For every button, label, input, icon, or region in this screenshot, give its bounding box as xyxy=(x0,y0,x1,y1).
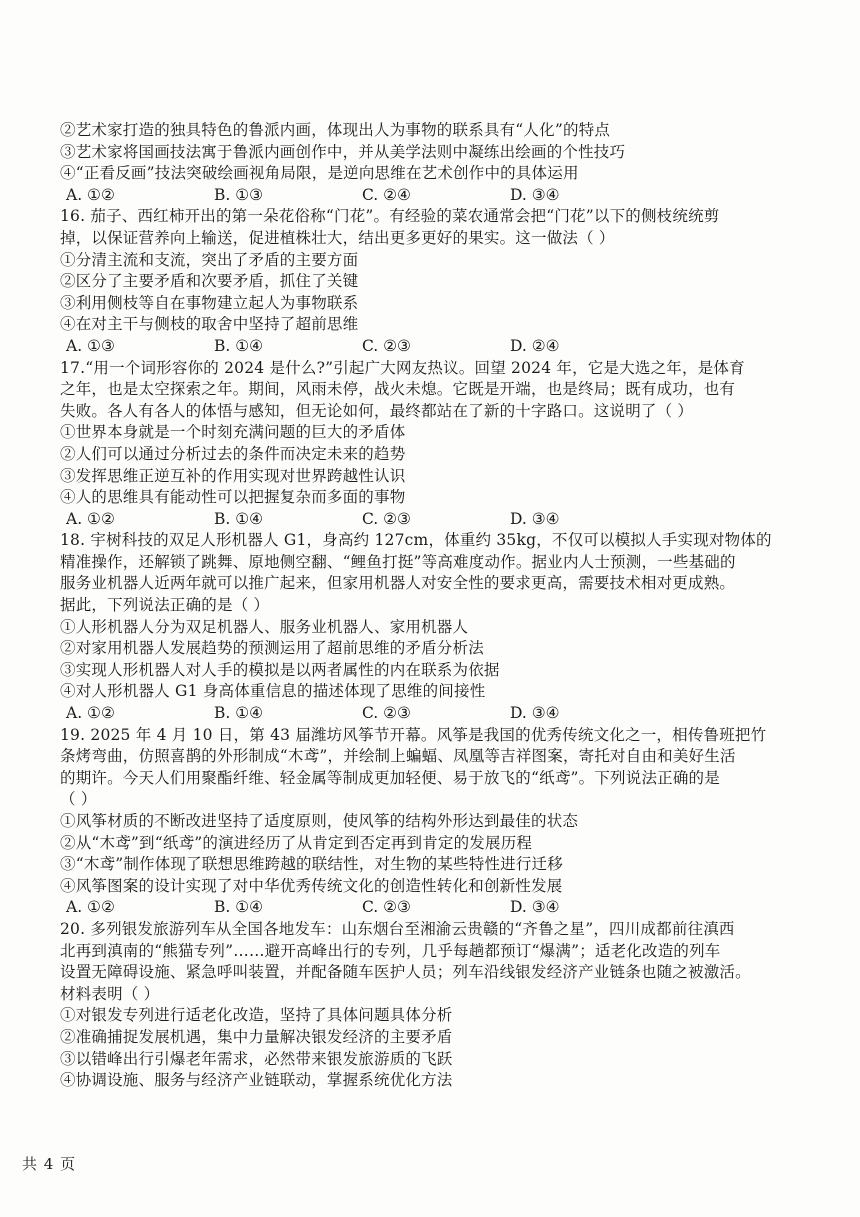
statement-1: ①世界本身就是一个时刻充满问题的巨大的矛盾体 xyxy=(60,423,406,442)
statement-2: ②对家用机器人发展趋势的预测运用了超前思维的矛盾分析法 xyxy=(60,639,484,658)
answer-options xyxy=(60,185,830,207)
statement-4: ④“正看反画”技法突破绘画视角局限，是逆向思维在艺术创作中的具体运用 xyxy=(60,164,579,183)
statement-4: ④对人形机器人 G1 身高体重信息的描述体现了思维的间接性 xyxy=(60,682,486,701)
option-a[interactable]: A. ①② xyxy=(66,509,115,528)
statement-2: ②人们可以通过分析过去的条件而决定未来的趋势 xyxy=(60,444,406,463)
question-stem-line: 条烤弯曲，仿照喜鹊的外形制成“木鸢”，并绘制上蝙蝠、凤凰等吉祥图案，寄托对自由和美好生活 xyxy=(60,747,736,766)
option-c[interactable]: C. ②③ xyxy=(362,509,411,528)
option-b[interactable]: B. ①③ xyxy=(214,185,264,204)
answer-options xyxy=(60,509,830,531)
option-b[interactable]: B. ①④ xyxy=(214,898,264,917)
option-d[interactable]: D. ③④ xyxy=(510,704,560,723)
option-d[interactable]: D. ②④ xyxy=(510,336,560,355)
statement-3: ③发挥思维正逆互补的作用实现对世界跨越性认识 xyxy=(60,466,406,485)
statement-3: ③实现人形机器人对人手的模拟是以两者属性的内在联系为依据 xyxy=(60,660,500,679)
question-stem-line: 据此，下列说法正确的是（ ） xyxy=(60,596,270,615)
option-a[interactable]: A. ①③ xyxy=(66,336,115,355)
question-stem-line: 16. 茄子、西红柿开出的第一朵花俗称“门花”。有经验的菜农通常会把“门花”以下的侧枝统统剪 xyxy=(60,207,720,226)
statement-1: ①分清主流和支流，突出了矛盾的主要方面 xyxy=(60,250,359,269)
question-stem-line: 的期许。今天人们用聚酯纤维、轻金属等制成更加轻便、易于放飞的“纸鸢”。下列说法正确的是 xyxy=(60,768,720,787)
question-stem-line: 18. 宇树科技的双足人形机器人 G1，身高约 127cm，体重约 35kg，不仅可以模拟人手实现对物体的 xyxy=(60,531,772,550)
question-stem-line: 20. 多列银发旅游列车从全国各地发车：山东烟台至湘渝云贵赣的“齐鲁之星”，四川成都前往滇西 xyxy=(60,919,735,938)
option-a[interactable]: A. ①② xyxy=(66,185,115,204)
statement-3: ③艺术家将国画技法寓于鲁派内画创作中，并从美学法则中凝练出绘画的个性技巧 xyxy=(60,142,626,161)
statement-1: ①人形机器人分为双足机器人、服务业机器人、家用机器人 xyxy=(60,617,469,636)
option-c[interactable]: C. ②③ xyxy=(362,704,411,723)
question-16 xyxy=(60,206,830,357)
question-stem-line: 19. 2025 年 4 月 10 日，第 43 届潍坊风筝节开幕。风筝是我国的优秀传统文化之一，相传鲁班把竹 xyxy=(60,725,767,744)
statement-2: ②从“木鸢”到“纸鸢”的演进经历了从肯定到否定再到肯定的发展历程 xyxy=(60,833,533,852)
question-stem-line: 之年，也是太空探索之年。期间，风雨未停，战火未熄。它既是开端，也是终局；既有成功，也有 xyxy=(60,380,736,399)
statement-2: ②艺术家打造的独具特色的鲁派内画，体现出人为事物的联系具有“人化”的特点 xyxy=(60,121,611,139)
question-stem-line: 北再到滇南的“熊猫专列”……避开高峰出行的专列，几乎每趟都预订“爆满”；适老化改造的列车 xyxy=(60,941,721,960)
statement-4: ④人的思维具有能动性可以把握复杂而多面的事物 xyxy=(60,488,406,507)
question-area xyxy=(60,120,830,1092)
option-c[interactable]: C. ②③ xyxy=(362,336,411,355)
question-17 xyxy=(60,358,830,531)
option-a[interactable]: A. ①② xyxy=(66,704,115,723)
question-stem-line: 掉，以保证营养向上输送，促进植株壮大，结出更多更好的果实。这一做法（ ） xyxy=(60,228,615,247)
question-stem-line: 17.“用一个词形容你的 2024 是什么?”引起广大网友热议。回望 2024 年，它是大选之年，是体育 xyxy=(60,358,745,377)
page-footer: 共 4 页 xyxy=(22,1155,77,1173)
statement-3: ③“木鸢”制作体现了联想思维跨越的联结性，对生物的某些特性进行迁移 xyxy=(60,855,563,874)
question-stem-line: 失败。各人有各人的体悟与感知，但无论如何，最终都站在了新的十字路口。这说明了（ ） xyxy=(60,401,694,420)
statement-2: ②准确捕捉发展机遇，集中力量解决银发经济的主要矛盾 xyxy=(60,1027,453,1046)
option-b[interactable]: B. ①④ xyxy=(214,336,264,355)
option-c[interactable]: C. ②③ xyxy=(362,898,411,917)
option-d[interactable]: D. ③④ xyxy=(510,509,560,528)
option-b[interactable]: B. ①④ xyxy=(214,704,264,723)
option-d[interactable]: D. ③④ xyxy=(510,185,560,204)
answer-options xyxy=(60,336,830,358)
question-stem-line: （ ） xyxy=(60,790,97,809)
statement-4: ④在对主干与侧枝的取舍中坚持了超前思维 xyxy=(60,315,359,334)
question-15-tail xyxy=(60,120,830,206)
question-stem-line: 服务业机器人近两年就可以推广起来，但家用机器人对安全性的要求更高，需要技术相对更成熟。 xyxy=(60,574,736,593)
option-c[interactable]: C. ②④ xyxy=(362,185,411,204)
statement-1: ①对银发专列进行适老化改造，坚持了具体问题具体分析 xyxy=(60,1006,453,1025)
option-b[interactable]: B. ①④ xyxy=(214,509,264,528)
answer-options xyxy=(60,897,830,919)
statement-3: ③以错峰出行引爆老年需求，必然带来银发旅游质的飞跃 xyxy=(60,1049,453,1068)
question-20 xyxy=(60,919,830,1092)
question-19 xyxy=(60,725,830,919)
question-18 xyxy=(60,530,830,724)
question-stem-line: 设置无障碍设施、紧急呼叫装置，并配备随车医护人员；列车沿线银发经济产业链条也随之被激活。 xyxy=(60,963,751,982)
statement-1: ①风筝材质的不断改进坚持了适度原则，使风筝的结构外形达到最佳的状态 xyxy=(60,812,579,830)
statement-4: ④风筝图案的设计实现了对中华优秀传统文化的创造性转化和创新性发展 xyxy=(60,876,563,895)
statement-2: ②区分了主要矛盾和次要矛盾，抓住了关键 xyxy=(60,272,359,291)
statement-3: ③利用侧枝等自在事物建立起人为事物联系 xyxy=(60,293,359,312)
question-stem-line: 材料表明（ ） xyxy=(60,984,160,1003)
option-d[interactable]: D. ③④ xyxy=(510,898,560,917)
statement-4: ④协调设施、服务与经济产业链联动，掌握系统优化方法 xyxy=(60,1071,453,1090)
question-stem-line: 精准操作，还解锁了跳舞、原地侧空翻、“鲤鱼打挺”等高难度动作。据业内人士预测，一些基础的 xyxy=(60,552,736,571)
answer-options xyxy=(60,703,830,725)
option-a[interactable]: A. ①② xyxy=(66,898,115,917)
